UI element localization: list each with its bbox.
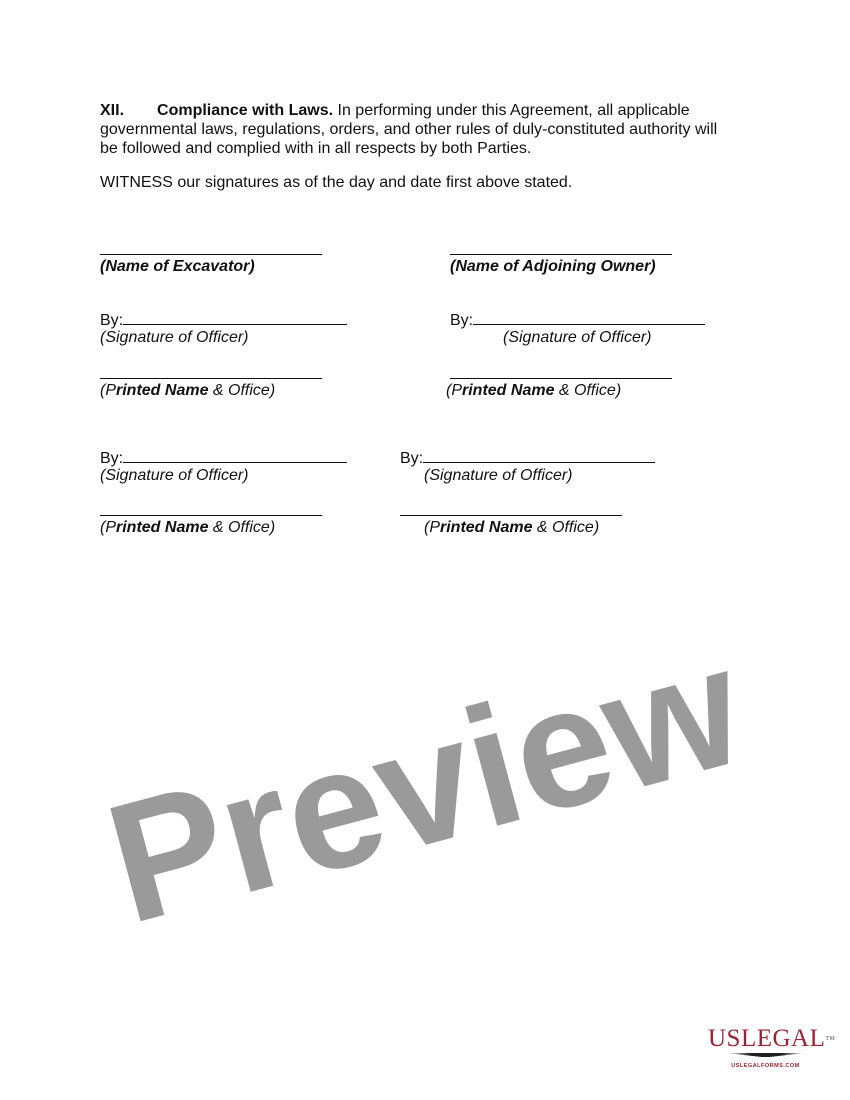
by-line-left-2 [100, 447, 347, 468]
section-body-line1: In performing under this Agreement, all applicable [337, 102, 690, 119]
by-line-right-1 [450, 309, 705, 330]
witness-statement: WITNESS our signatures as of the day and date first above stated. [100, 174, 573, 191]
preview-watermark: Preview [90, 610, 760, 960]
owner-name-label: (Name of Adjoining Owner) [450, 258, 656, 275]
excavator-name-label: (Name of Excavator) [100, 258, 255, 275]
signature-caption: (Signature of Officer) [424, 467, 573, 484]
printed-name-line [400, 515, 622, 516]
uslegal-logo [708, 1025, 836, 1069]
signature-caption: (Signature of Officer) [503, 329, 652, 346]
logo-brand [708, 1025, 836, 1052]
by-label: By: [450, 312, 474, 329]
caption-part: rinted Name [440, 519, 533, 536]
logo-brand-text: USLEGAL [708, 1025, 826, 1052]
logo-url: USLEGALFORMS.COM [731, 1063, 800, 1069]
printed-name-line [100, 378, 322, 379]
signature-field[interactable] [123, 309, 347, 325]
owner-name-line [450, 254, 672, 255]
signature-field[interactable] [423, 447, 655, 463]
signature-field[interactable] [473, 309, 705, 325]
section-body-line2: governmental laws, regulations, orders, and other rules of duly-constituted authority will [100, 121, 718, 138]
section-number: XII. [100, 102, 125, 119]
by-label: By: [100, 450, 124, 467]
caption-part: & Office) [532, 519, 600, 536]
caption-part: (P [100, 382, 116, 399]
printed-name-caption [446, 381, 621, 400]
caption-part: (P [424, 519, 440, 536]
caption-part: rinted Name [462, 382, 555, 399]
caption-part: & Office) [208, 519, 276, 536]
compliance-section [100, 101, 760, 158]
printed-name-caption [424, 518, 599, 537]
by-line-left-1 [100, 309, 347, 330]
printed-name-caption [100, 518, 275, 537]
caption-part: rinted Name [116, 382, 209, 399]
caption-part: & Office) [554, 382, 622, 399]
logo-tm: TM [825, 1036, 836, 1042]
by-label: By: [400, 450, 424, 467]
printed-name-line [450, 378, 672, 379]
by-line-right-2 [400, 447, 655, 468]
printed-name-line [100, 515, 322, 516]
printed-name-caption [100, 381, 275, 400]
signature-caption: (Signature of Officer) [100, 329, 249, 346]
excavator-name-line [100, 254, 322, 255]
caption-part: & Office) [208, 382, 276, 399]
signature-field[interactable] [123, 447, 347, 463]
caption-part: (P [446, 382, 462, 399]
by-label: By: [100, 312, 124, 329]
section-heading: Compliance with Laws. [157, 102, 334, 119]
signature-caption: (Signature of Officer) [100, 467, 249, 484]
eagle-wings-icon [726, 1053, 806, 1057]
section-body-line3: be followed and complied with in all respects by both Parties. [100, 140, 532, 157]
caption-part: (P [100, 519, 116, 536]
caption-part: rinted Name [116, 519, 209, 536]
